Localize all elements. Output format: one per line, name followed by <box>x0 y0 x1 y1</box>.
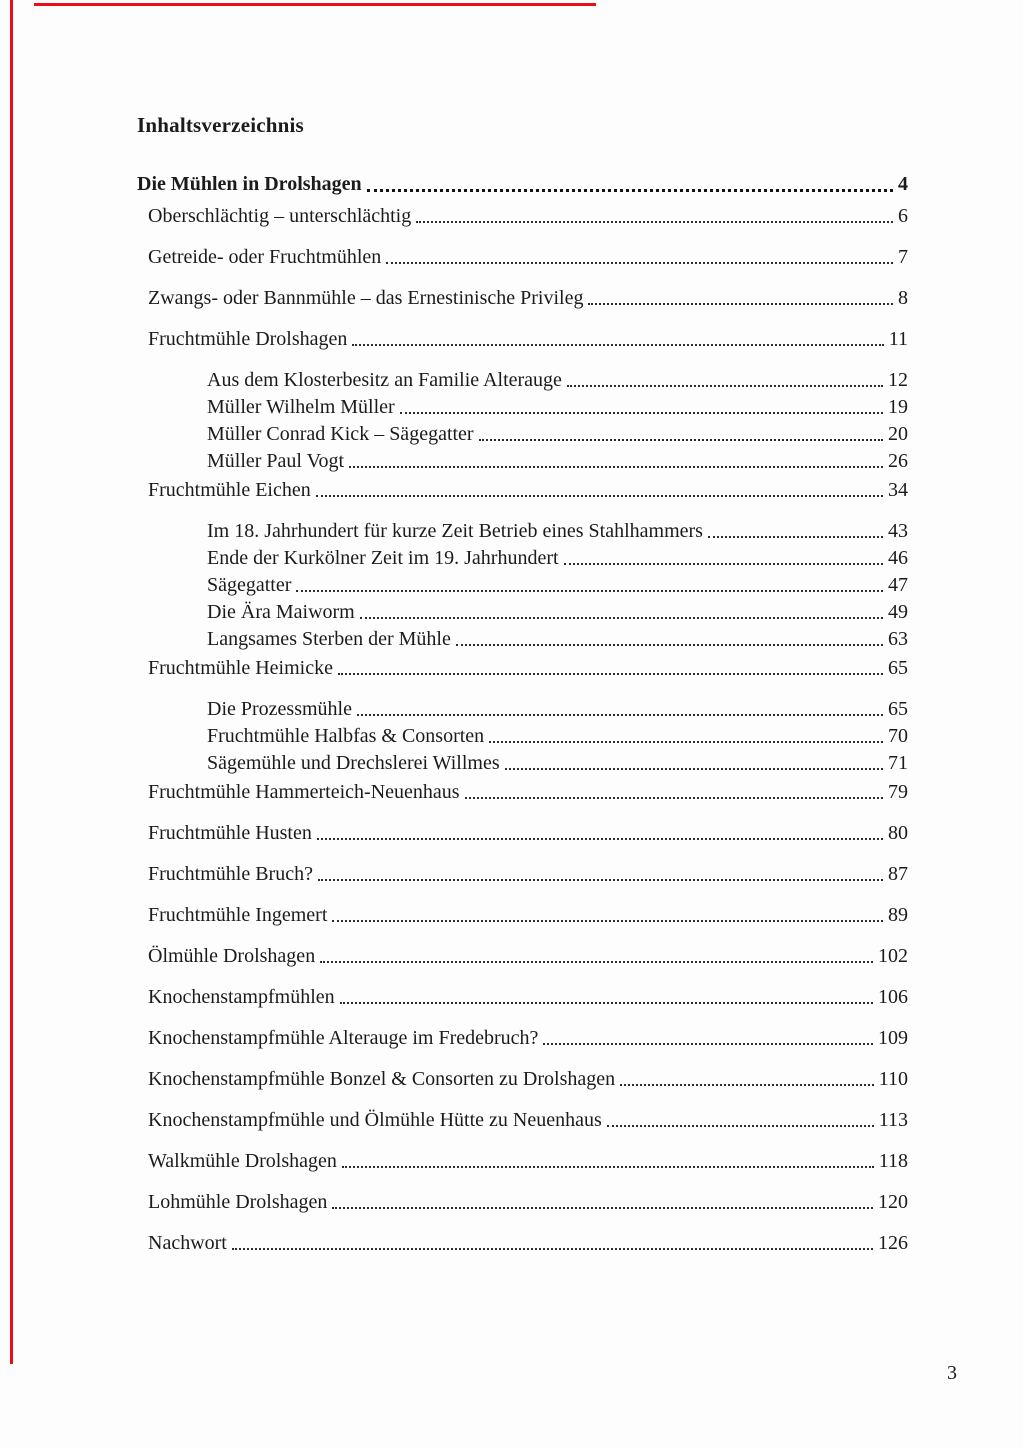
toc-entry-label: Fruchtmühle Drolshagen <box>148 328 348 350</box>
toc-dot-leader <box>317 838 883 840</box>
toc-entry-label: Müller Paul Vogt <box>207 450 345 472</box>
toc-entry-label: Knochenstampfmühle und Ölmühle Hütte zu Neuenhaus <box>148 1109 602 1131</box>
toc-dot-leader <box>588 303 893 305</box>
toc-entry-page: 102 <box>878 945 908 967</box>
toc-entry-page: 80 <box>888 822 908 844</box>
toc-entry-label: Langsames Sterben der Mühle <box>207 628 451 650</box>
table-of-contents <box>137 173 908 1254</box>
toc-entry-page: 34 <box>888 479 908 501</box>
toc-entry[interactable] <box>148 246 908 268</box>
toc-entry-label: Sägegatter <box>207 574 292 596</box>
toc-dot-leader <box>349 466 883 468</box>
toc-entry[interactable] <box>148 1150 908 1172</box>
toc-entry-label: Fruchtmühle Bruch? <box>148 863 313 885</box>
toc-entry-label: Die Mühlen in Drolshagen <box>137 173 362 195</box>
toc-entry-page: 109 <box>878 1027 908 1049</box>
toc-dot-leader <box>620 1084 874 1086</box>
toc-dot-leader <box>386 262 893 264</box>
toc-entry-page: 12 <box>888 369 908 391</box>
red-margin-line-top <box>34 3 596 6</box>
toc-dot-leader <box>332 920 883 922</box>
toc-entry[interactable] <box>148 986 908 1008</box>
toc-entry[interactable] <box>207 396 908 418</box>
toc-entry-label: Ölmühle Drolshagen <box>148 945 316 967</box>
toc-entry[interactable] <box>148 1068 908 1090</box>
toc-entry-page: 89 <box>888 904 908 926</box>
toc-entry-page: 49 <box>888 601 908 623</box>
toc-entry-label: Nachwort <box>148 1232 227 1254</box>
toc-entry-page: 79 <box>888 781 908 803</box>
toc-entry-label: Ende der Kurkölner Zeit im 19. Jahrhundert <box>207 547 559 569</box>
toc-entry[interactable] <box>207 423 908 445</box>
toc-entry-label: Zwangs- oder Bannmühle – das Ernestinische Privileg <box>148 287 584 309</box>
toc-dot-leader <box>367 189 893 192</box>
red-margin-line-left <box>10 0 13 1364</box>
toc-dot-leader <box>318 879 883 881</box>
toc-entry[interactable] <box>148 205 908 227</box>
toc-entry-page: 106 <box>878 986 908 1008</box>
toc-entry-page: 65 <box>888 698 908 720</box>
toc-entry[interactable] <box>148 1027 908 1049</box>
toc-entry-page: 26 <box>888 450 908 472</box>
toc-dot-leader <box>505 768 883 770</box>
toc-entry[interactable] <box>148 657 908 679</box>
toc-dot-leader <box>400 412 883 414</box>
toc-entry-label: Fruchtmühle Ingemert <box>148 904 328 926</box>
toc-dot-leader <box>416 221 893 223</box>
toc-dot-leader <box>456 644 883 646</box>
toc-entry[interactable] <box>207 752 908 774</box>
toc-dot-leader <box>316 495 883 497</box>
toc-dot-leader <box>352 344 883 346</box>
toc-entry-page: 19 <box>888 396 908 418</box>
toc-entry-label: Fruchtmühle Heimicke <box>148 657 333 679</box>
toc-entry-page: 126 <box>878 1232 908 1254</box>
toc-dot-leader <box>708 536 883 538</box>
toc-entry-page: 110 <box>878 1068 908 1090</box>
toc-entry[interactable] <box>207 628 908 650</box>
toc-entry[interactable] <box>148 781 908 803</box>
toc-dot-leader <box>479 439 883 441</box>
toc-dot-leader <box>320 961 873 963</box>
toc-entry-label: Fruchtmühle Hammerteich-Neuenhaus <box>148 781 460 803</box>
toc-entry-page: 118 <box>878 1150 908 1172</box>
page-number: 3 <box>947 1362 957 1384</box>
toc-dot-leader <box>332 1207 873 1209</box>
page-title: Inhaltsverzeichnis <box>137 113 304 137</box>
toc-entry-page: 6 <box>898 205 908 227</box>
toc-entry-label: Fruchtmühle Halbfas & Consorten <box>207 725 485 747</box>
toc-entry-label: Im 18. Jahrhundert für kurze Zeit Betrieb eines Stahlhammers <box>207 520 703 542</box>
toc-dot-leader <box>296 590 883 592</box>
toc-entry[interactable] <box>148 1191 908 1213</box>
toc-entry-label: Getreide- oder Fruchtmühlen <box>148 246 382 268</box>
toc-entry-label: Müller Wilhelm Müller <box>207 396 395 418</box>
toc-entry[interactable] <box>148 945 908 967</box>
toc-entry-label: Fruchtmühle Husten <box>148 822 312 844</box>
toc-entry[interactable] <box>207 520 908 542</box>
toc-entry-label: Oberschlächtig – unterschlächtig <box>148 205 412 227</box>
toc-dot-leader <box>338 673 883 675</box>
toc-dot-leader <box>489 741 883 743</box>
toc-entry-page: 65 <box>888 657 908 679</box>
toc-entry-page: 63 <box>888 628 908 650</box>
toc-entry-label: Müller Conrad Kick – Sägegatter <box>207 423 474 445</box>
toc-entry[interactable] <box>207 725 908 747</box>
toc-dot-leader <box>607 1125 874 1127</box>
toc-entry-page: 47 <box>888 574 908 596</box>
toc-entry-label: Knochenstampfmühle Bonzel & Consorten zu Drolshagen <box>148 1068 616 1090</box>
toc-entry-label: Aus dem Klosterbesitz an Familie Alterauge <box>207 369 562 391</box>
toc-entry-page: 70 <box>888 725 908 747</box>
toc-entry[interactable] <box>207 601 908 623</box>
toc-entry[interactable] <box>207 698 908 720</box>
toc-entry[interactable] <box>148 822 908 844</box>
toc-entry-page: 46 <box>888 547 908 569</box>
toc-entry-label: Sägemühle und Drechslerei Willmes <box>207 752 500 774</box>
toc-entry[interactable] <box>148 1109 908 1131</box>
toc-dot-leader <box>567 385 883 387</box>
toc-dot-leader <box>340 1002 873 1004</box>
toc-entry-label: Lohmühle Drolshagen <box>148 1191 328 1213</box>
toc-entry-label: Die Ära Maiworm <box>207 601 355 623</box>
toc-dot-leader <box>360 617 883 619</box>
toc-entry-page: 11 <box>888 328 908 350</box>
toc-entry[interactable] <box>148 328 908 350</box>
toc-dot-leader <box>357 714 883 716</box>
toc-entry-page: 113 <box>878 1109 908 1131</box>
toc-dot-leader <box>465 797 883 799</box>
toc-entry-page: 4 <box>898 173 908 195</box>
toc-entry[interactable] <box>148 287 908 309</box>
toc-entry-page: 20 <box>888 423 908 445</box>
toc-entry-page: 71 <box>888 752 908 774</box>
toc-entry-page: 87 <box>888 863 908 885</box>
toc-entry[interactable] <box>207 547 908 569</box>
toc-dot-leader <box>232 1248 873 1250</box>
toc-entry-label: Knochenstampfmühlen <box>148 986 335 1008</box>
toc-entry-page: 43 <box>888 520 908 542</box>
toc-entry-page: 8 <box>898 287 908 309</box>
toc-entry-label: Fruchtmühle Eichen <box>148 479 311 501</box>
toc-entry[interactable] <box>148 904 908 926</box>
toc-entry[interactable] <box>137 173 908 195</box>
toc-entry-page: 120 <box>878 1191 908 1213</box>
toc-entry[interactable] <box>207 450 908 472</box>
toc-dot-leader <box>342 1166 874 1168</box>
toc-dot-leader <box>543 1043 873 1045</box>
toc-entry-label: Die Prozessmühle <box>207 698 352 720</box>
toc-entry-label: Walkmühle Drolshagen <box>148 1150 337 1172</box>
toc-entry-page: 7 <box>898 246 908 268</box>
toc-entry[interactable] <box>148 479 908 501</box>
toc-entry[interactable] <box>207 369 908 391</box>
toc-entry-label: Knochenstampfmühle Alterauge im Fredebruch? <box>148 1027 539 1049</box>
toc-dot-leader <box>564 563 883 565</box>
toc-entry[interactable] <box>207 574 908 596</box>
toc-entry[interactable] <box>148 1232 908 1254</box>
toc-entry[interactable] <box>148 863 908 885</box>
